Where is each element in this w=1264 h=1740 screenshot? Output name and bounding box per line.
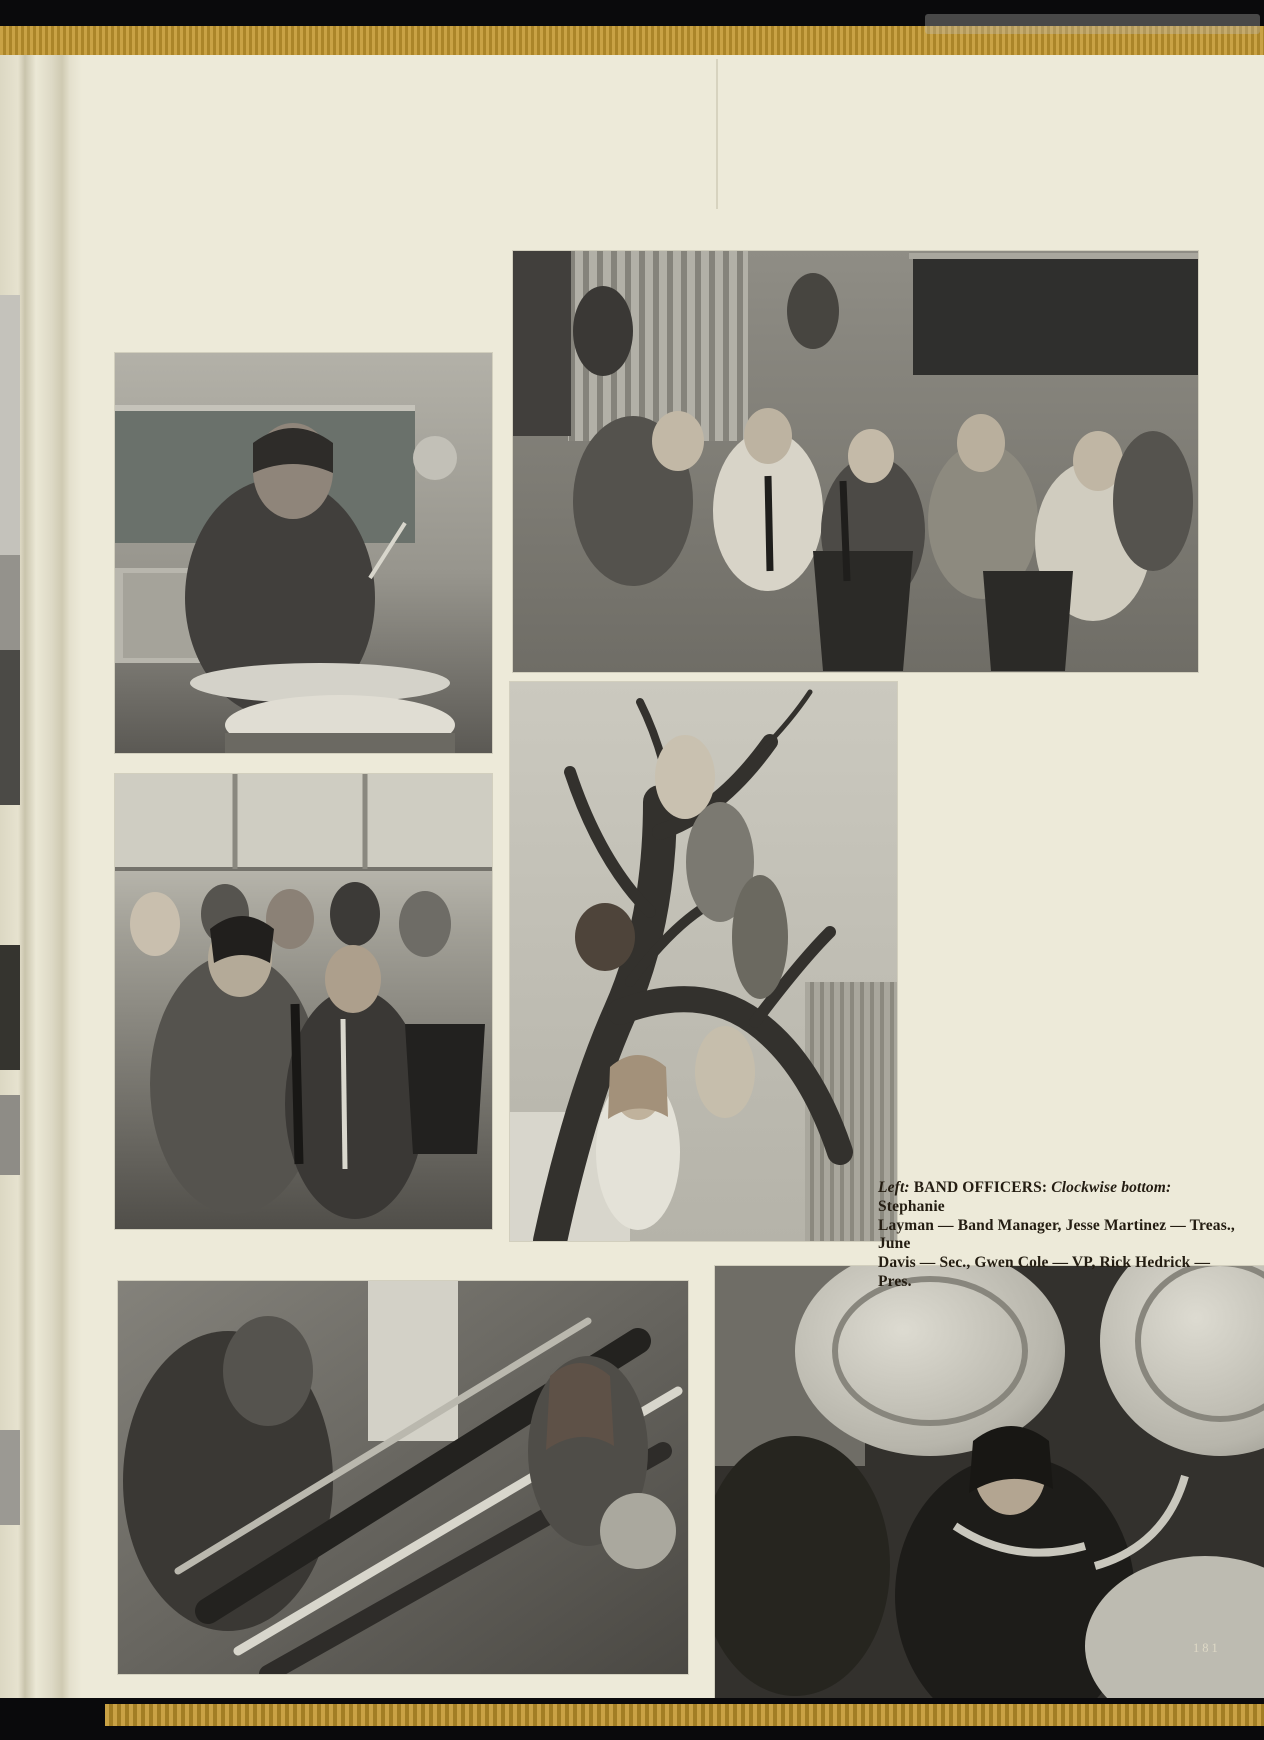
clarinet (295, 1004, 299, 1164)
facing-page-fragment (0, 555, 20, 650)
chalkboard (913, 257, 1198, 375)
clarinet-section-photo (115, 774, 492, 1229)
facing-page-fragment (0, 1095, 20, 1175)
tuba-photo-image (715, 1266, 1264, 1716)
page-fold-mark (716, 59, 718, 209)
trombone-section-photo (118, 1281, 688, 1674)
caption-title: BAND OFFICERS: (913, 1179, 1048, 1196)
facing-page-fragment (0, 650, 20, 805)
page-number: 181 (1193, 1641, 1221, 1655)
band-officers-tree-photo (510, 682, 897, 1241)
tree-photo-image (510, 682, 897, 1241)
facing-page-fragment (0, 1430, 20, 1525)
cover-glare (925, 14, 1260, 34)
caption-name-start: Stephanie (878, 1197, 945, 1215)
drummer-photo-image (115, 353, 492, 753)
windows (115, 774, 492, 869)
officer-in-tree (655, 735, 715, 819)
caption-line-3: Davis — Sec., Gwen Cole — VP, Rick Hedrick — Pres. (878, 1254, 1211, 1290)
facing-page-fragment (0, 945, 20, 1070)
music-stand (405, 1024, 485, 1154)
clarinet (843, 481, 847, 581)
caption-intro: Left: (878, 1179, 910, 1196)
caption-line-1 (878, 1179, 1238, 1217)
band-room-photo (513, 251, 1198, 672)
clarinet-section-photo-image (115, 774, 492, 1229)
flute (343, 1019, 345, 1169)
officer-upside-down (695, 1026, 755, 1118)
gold-cover-edge-bottom (105, 1704, 1264, 1726)
horn-bell (600, 1493, 676, 1569)
clarinet (768, 476, 770, 571)
band-room-photo-image (513, 251, 1198, 672)
drummer-photo (115, 353, 492, 753)
music-stand (983, 571, 1073, 671)
music-stand (813, 551, 913, 671)
facing-page-fragment (0, 295, 20, 555)
caption-direction: Clockwise bottom: (1051, 1179, 1172, 1196)
trombone-photo-image (118, 1281, 688, 1674)
paper-page (0, 55, 1264, 1698)
photo-caption (878, 1179, 1238, 1292)
officer-in-tree (575, 903, 635, 971)
tuba-section-photo (715, 1266, 1264, 1716)
officer-hanging (732, 875, 788, 999)
flutist-figure (285, 989, 425, 1219)
caption-line-2: Layman — Band Manager, Jesse Martinez — Treas., June (878, 1216, 1235, 1253)
